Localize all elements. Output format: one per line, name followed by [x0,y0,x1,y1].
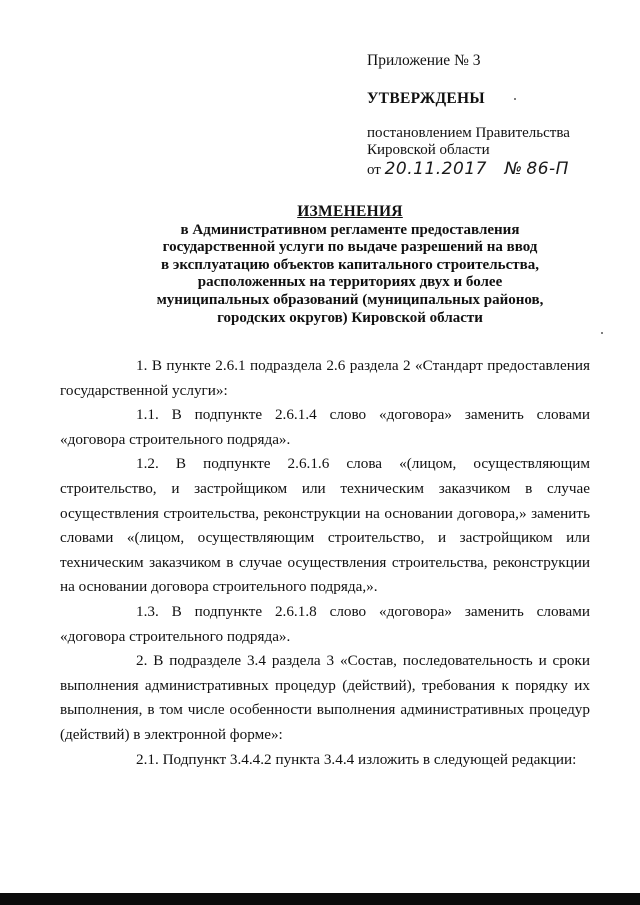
heading-line: в Административном регламенте предоставления [180,221,520,238]
appendix-label: Приложение № 3 [367,52,481,69]
scan-artifact [514,98,516,100]
date-prefix: от [367,162,381,178]
decree-date-line [367,159,627,180]
heading-line: в эксплуатацию объектов капитального строительства, [161,256,539,273]
paragraph-1-2: 1.2. В подпункте 2.6.1.6 слова «(лицом, осуществляющим строительство, и застройщиком или техническим заказчиком в случае осуществления строительства, реконструкции на основании договора,» заменить словами «(лицом, осуществляющим строительство, и застройщиком или техническим заказчиком в случае осуществления строительства, реконструкции на основании договора строительного подряда,». [60,455,590,596]
handwritten-date: 20.11.2017 [384,159,487,179]
heading-line: государственной услуги по выдаче разрешений на ввод [162,239,538,256]
scan-edge-bar [0,893,640,905]
paragraph-2: 2. В подразделе 3.4 раздела 3 «Состав, последовательность и сроки выполнения административных процедур (действий), требования к порядку их выполнения, в том числе особенности выполнения административных процедур (действий) в электронной форме»: [60,652,590,743]
paragraph-1-3: 1.3. В подпункте 2.6.1.8 слово «договора» заменить словами «договора строительного подряда». [60,602,590,645]
scan-artifact [601,332,603,334]
heading-line: муниципальных образований (муниципальных районов, [156,291,544,308]
document-body [60,354,590,772]
decree-text [367,125,627,159]
heading-line: городских округов) Кировской области [217,309,483,326]
paragraph-1-1: 1.1. В подпункте 2.6.1.4 слово «договора» заменить словами «договора строительного подряда». [60,406,590,448]
number-sign: № [504,159,523,179]
decree-line-1: постановлением Правительства [367,125,570,141]
approved-label: УТВЕРЖДЕНЫ [367,90,485,107]
document-heading [100,203,600,327]
handwritten-number: 86-П [526,159,569,179]
paragraph-2-1: 2.1. Подпункт 3.4.4.2 пункта 3.4.4 изложить в следующей редакции: [136,750,577,768]
heading-title: ИЗМЕНЕНИЯ [297,203,403,220]
heading-line: расположенных на территориях двух и более [197,274,503,291]
decree-line-2: Кировской области [367,142,490,158]
paragraph-1: 1. В пункте 2.6.1 подраздела 2.6 раздела 2 «Стандарт предоставления государственной услуги»: [60,357,590,399]
approval-block [367,52,627,180]
